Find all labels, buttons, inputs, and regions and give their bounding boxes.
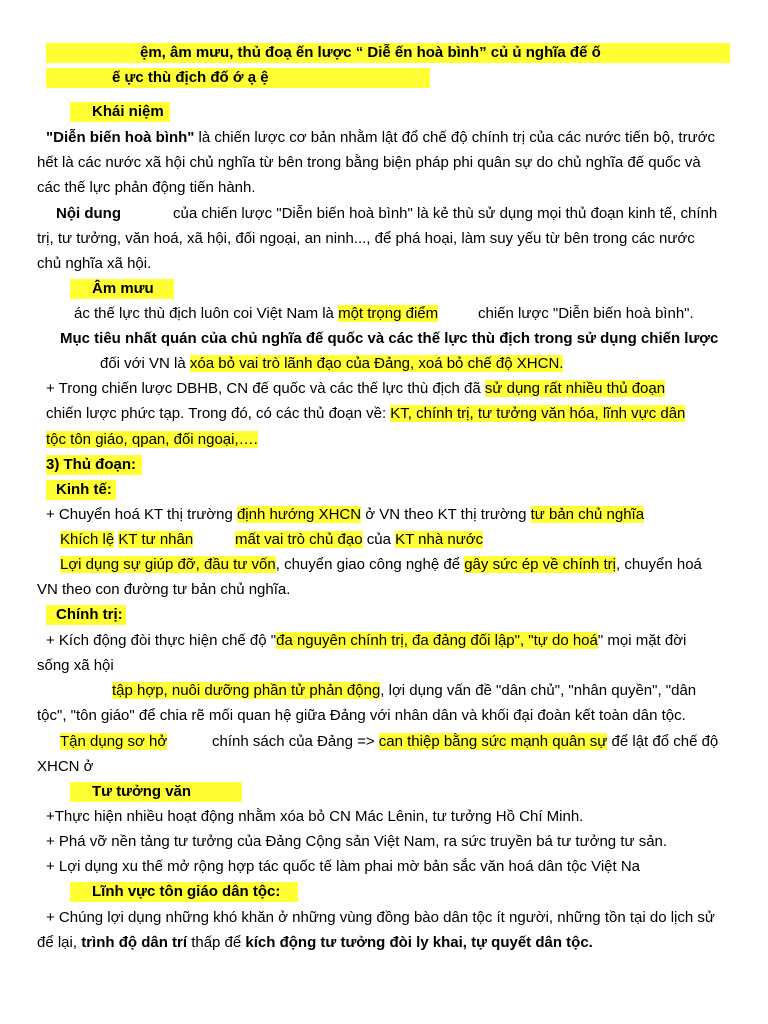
highlight-dinh-huong: định hướng XHCN bbox=[236, 506, 362, 523]
highlight-gay-suc-ep: gây sức ép về chính trị bbox=[464, 556, 616, 573]
noi-dung-line-3: chủ nghĩa xã hội. bbox=[37, 255, 152, 272]
am-muu-text-4: + Trong chiến lược DBHB, CN đế quốc và các thế lực thù địch đã bbox=[46, 380, 485, 397]
chinh-tri-text-1: + Kích động đòi thực hiện chế độ " bbox=[46, 632, 277, 649]
highlight-mat-vai-tro: mất vai trò chủ đạo bbox=[235, 531, 363, 548]
highlight-ton-giao: tộc tôn giáo, qpan, đối ngoại,…. bbox=[46, 431, 258, 448]
highlight-kt-tu-nhan: KT tư nhân bbox=[118, 531, 194, 548]
khai-niem-term: "Diễn biến hoà bình" bbox=[46, 129, 195, 146]
highlight-can-thiep: can thiệp bằng sức mạnh quân sự bbox=[378, 733, 608, 750]
am-muu-line-3 bbox=[100, 354, 563, 374]
ton-giao-heading: Lĩnh vực tôn giáo dân tộc: bbox=[92, 883, 281, 900]
kinh-te-text-1b: ở VN theo KT thị trường bbox=[361, 506, 531, 523]
am-muu-line-6 bbox=[46, 430, 258, 450]
chinh-tri-line-5b bbox=[212, 732, 718, 752]
chinh-tri-heading: Chính trị: bbox=[56, 606, 123, 623]
am-muu-text-3: đối với VN là bbox=[100, 355, 190, 372]
am-muu-text-1: ác thế lực thù địch luôn coi Việt Nam là bbox=[74, 305, 339, 322]
highlight-da-nguyen: đa nguyên chính trị, đa đảng đối lập", "tự do hoá bbox=[276, 632, 598, 649]
am-muu-line-1 bbox=[74, 304, 438, 324]
khai-niem-line-2: hết là các nước xã hội chủ nghĩa từ bên trong bằng biện pháp phi quân sự do chủ nghĩa đế quốc và bbox=[37, 154, 701, 171]
noi-dung-label: Nội dung bbox=[56, 205, 121, 222]
thu-doan-heading: 3) Thủ đoạn: bbox=[46, 456, 136, 473]
noi-dung-line-1: của chiến lược "Diễn biến hoà bình" là kẻ thù sử dụng mọi thủ đoạn kinh tế, chính bbox=[173, 205, 718, 222]
highlight-tan-dung: Tận dụng sơ hở bbox=[60, 733, 168, 750]
chinh-tri-line-3 bbox=[112, 681, 696, 701]
kinh-te-line-2b bbox=[235, 530, 483, 550]
chinh-tri-line-5a bbox=[60, 732, 167, 752]
chinh-tri-text-5: chính sách của Đảng => bbox=[212, 733, 379, 750]
am-muu-heading: Âm mưu bbox=[92, 280, 154, 297]
tu-tuong-line-3: + Lợi dụng xu thế mở rộng hợp tác quốc tế làm phai mờ bản sắc văn hoá dân tộc Việt Na bbox=[46, 858, 641, 875]
khai-niem-line-3: các thế lực phản động tiến hành. bbox=[37, 179, 256, 196]
am-muu-line-1b: chiến lược "Diễn biến hoà bình". bbox=[478, 305, 694, 322]
title-line-2: ế ực thù địch đố ớ ạ ệ bbox=[112, 69, 269, 86]
title-line-1: ệm, âm mưu, thủ đoạ ến lược “ Diễ ến hoà bình” củ ủ nghĩa đế ố bbox=[140, 44, 601, 61]
kinh-te-text-3b: , chuyển hoá bbox=[616, 556, 702, 573]
kinh-te-line-2a bbox=[60, 530, 193, 550]
ton-giao-bold-1: trình độ dân trí bbox=[81, 934, 188, 951]
ton-giao-text-2: để lại, bbox=[37, 934, 82, 951]
highlight-tap-hop: tập hợp, nuôi dưỡng phần tử phản động bbox=[112, 682, 381, 699]
highlight-thu-doan: sử dụng rất nhiều thủ đoạn bbox=[484, 380, 666, 397]
chinh-tri-text-3: , lợi dụng vấn đề "dân chủ", "nhân quyền", "dân bbox=[380, 682, 697, 699]
chinh-tri-line-1 bbox=[46, 631, 686, 651]
highlight-khich-le: Khích lệ bbox=[60, 531, 115, 548]
chinh-tri-text-1b: " mọi mặt đời bbox=[597, 632, 687, 649]
chinh-tri-line-6: XHCN ở bbox=[37, 758, 94, 775]
kinh-te-line-3 bbox=[60, 555, 702, 575]
tu-tuong-line-2: + Phá vỡ nền tảng tư tưởng của Đảng Cộng sản Việt Nam, ra sức truyền bá tư tưởng tư sản. bbox=[46, 833, 668, 850]
tu-tuong-heading: Tư tưởng văn bbox=[92, 783, 192, 800]
highlight-mot-trong-diem: một trọng điểm bbox=[338, 305, 439, 322]
tu-tuong-line-1: +Thực hiện nhiều hoạt động nhằm xóa bỏ CN Mác Lênin, tư tưởng Hồ Chí Minh. bbox=[46, 808, 584, 825]
ton-giao-line-1: + Chúng lợi dụng những khó khăn ở những vùng đồng bào dân tộc ít người, những tồn tại do lịch sử bbox=[46, 909, 715, 926]
khai-niem-text-1: là chiến lược cơ bản nhằm lật đổ chế độ chính trị của các nước tiến bộ, trước bbox=[194, 129, 715, 146]
highlight-kt-nha-nuoc: KT nhà nước bbox=[395, 531, 484, 548]
kinh-te-line-4: VN theo con đường tư bản chủ nghĩa. bbox=[37, 581, 291, 598]
khai-niem-heading: Khái niệm bbox=[92, 103, 164, 120]
highlight-xoa-bo: xóa bỏ vai trò lãnh đạo của Đảng, xoá bỏ chế độ XHCN. bbox=[189, 355, 564, 372]
noi-dung-line-2: trị, tư tưởng, văn hoá, xã hội, đối ngoại, an ninh..., để phá hoại, làm suy yếu từ bên trong các nước bbox=[37, 230, 695, 247]
am-muu-line-5 bbox=[46, 404, 685, 424]
khai-niem-line-1 bbox=[46, 128, 715, 148]
kinh-te-text-3: , chuyển giao công nghệ để bbox=[275, 556, 465, 573]
chinh-tri-line-2: sống xã hội bbox=[37, 657, 114, 674]
highlight-tu-ban: tư bản chủ nghĩa bbox=[530, 506, 645, 523]
highlight-cac-linh-vuc: KT, chính trị, tư tưởng văn hóa, lĩnh vực dân bbox=[390, 405, 686, 422]
kinh-te-text-2: của bbox=[362, 531, 396, 548]
ton-giao-text-2b: thấp để bbox=[187, 934, 246, 951]
am-muu-goal: Mục tiêu nhất quán của chủ nghĩa đế quốc và các thế lực thù địch trong sử dụng chiến lược bbox=[60, 330, 719, 347]
ton-giao-bold-2: kích động tư tưởng đòi ly khai, tự quyết dân tộc. bbox=[245, 934, 593, 951]
kinh-te-heading: Kinh tế: bbox=[56, 481, 112, 498]
am-muu-line-4 bbox=[46, 379, 665, 399]
kinh-te-line-1 bbox=[46, 505, 644, 525]
highlight-loi-dung: Lợi dụng sự giúp đỡ, đầu tư vốn bbox=[60, 556, 276, 573]
ton-giao-line-2 bbox=[37, 933, 593, 953]
am-muu-text-5: chiến lược phức tạp. Trong đó, có các thủ đoạn về: bbox=[46, 405, 391, 422]
chinh-tri-line-4: tộc", "tôn giáo" để chia rẽ mối quan hệ giữa Đảng với nhân dân và khối đại đoàn kết toàn dân tộc. bbox=[37, 707, 686, 724]
kinh-te-text-1: + Chuyển hoá KT thị trường bbox=[46, 506, 237, 523]
chinh-tri-text-5b: để lật đổ chế độ bbox=[607, 733, 719, 750]
